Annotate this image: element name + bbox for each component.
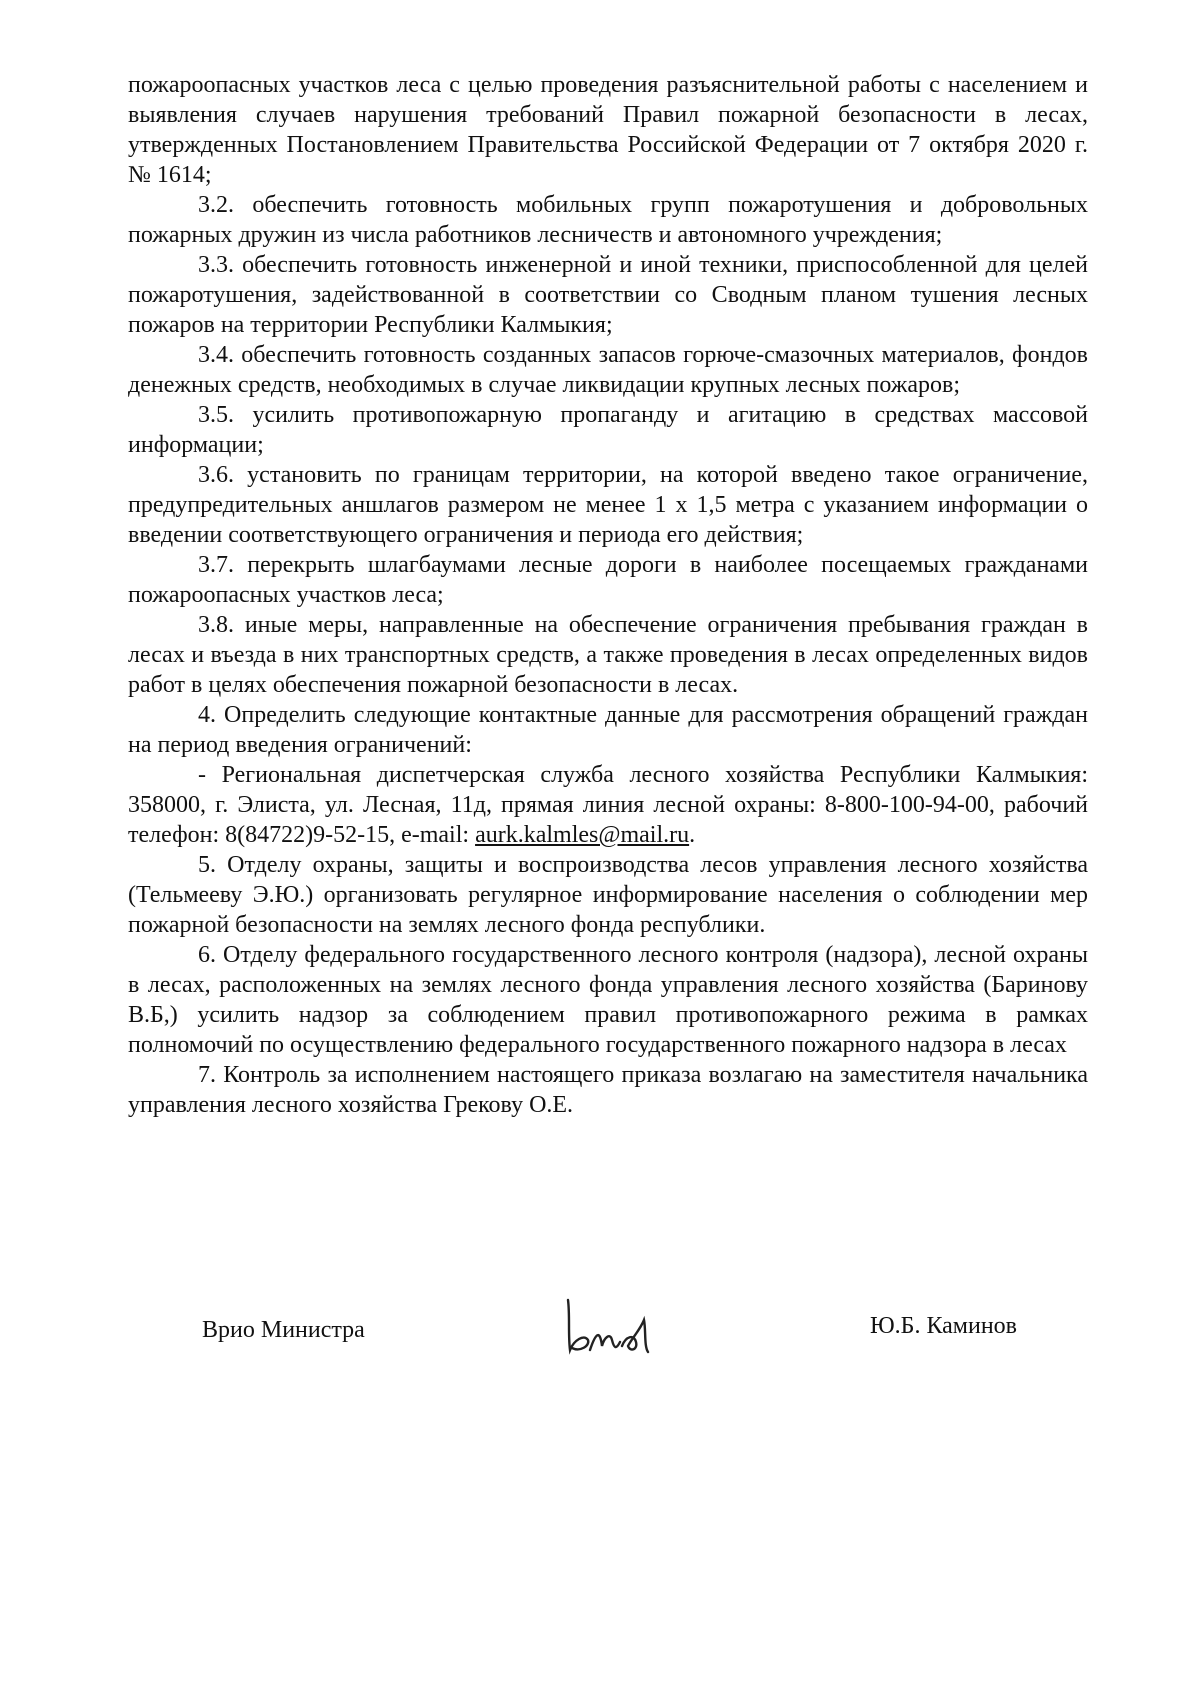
paragraph-item-3-4: 3.4. обеспечить готовность созданных запасов горюче-смазочных материалов, фондов денежных средств, необходимых в случае ликвидации крупных лесных пожаров; (128, 342, 1088, 398)
paragraph-item-3-3: 3.3. обеспечить готовность инженерной и иной техники, приспособленной для целей пожаротушения, задействованной в соответствии со Сводным планом тушения лесных пожаров на территории Республики Калмыкия; (128, 252, 1088, 338)
signatory-name: Ю.Б. Каминов (870, 1313, 1017, 1339)
paragraph-continuation: пожароопасных участков леса с целью проведения разъяснительной работы с населением и выявления случаев нарушения требований Правил пожарной безопасности в лесах, утвержденных Постановлением Правительства Российской Федерации от 7 октября 2020 г. № 1614; (128, 72, 1088, 188)
paragraph-item-3-5: 3.5. усилить противопожарную пропаганду и агитацию в средствах массовой информации; (128, 402, 1088, 458)
signatory-role: Врио Министра (202, 1317, 365, 1343)
paragraph-item-3-7: 3.7. перекрыть шлагбаумами лесные дороги в наиболее посещаемых гражданами пожароопасных участков леса; (128, 552, 1088, 608)
document-body (128, 70, 1088, 1120)
paragraph-item-4: 4. Определить следующие контактные данные для рассмотрения обращений граждан на период введения ограничений: (128, 702, 1088, 758)
email-link[interactable]: aurk.kalmles@mail.ru (475, 822, 690, 848)
contact-tail: . (689, 822, 696, 848)
paragraph-contact-info (128, 760, 1088, 850)
paragraph-item-6: 6. Отделу федерального государственного лесного контроля (надзора), лесной охраны в лесах, расположенных на землях лесного фонда управления лесного хозяйства (Баринову В.Б,) усилить надзор за соблюдением правил противопожарного режима в рамках полномочий по осуществлению федерального государственного пожарного надзора в лесах (128, 942, 1088, 1058)
paragraph-item-5: 5. Отделу охраны, защиты и воспроизводства лесов управления лесного хозяйства (Тельмееву Э.Ю.) организовать регулярное информирование населения о соблюдении мер пожарной безопасности на землях лесного фонда республики. (128, 852, 1088, 938)
handwritten-signature (560, 1290, 670, 1360)
signature-block (0, 1290, 1200, 1370)
paragraph-item-7: 7. Контроль за исполнением настоящего приказа возлагаю на заместителя начальника управления лесного хозяйства Грекову О.Е. (128, 1062, 1088, 1118)
contact-text: - Региональная диспетчерская служба лесного хозяйства Республики Калмыкия: 358000, г. Элиста, ул. Лесная, 11д, прямая линия лесной охраны: 8-800-100-94-00, рабочий телефон: 8(84722)9-52-15, e-mail: (128, 762, 1088, 848)
paragraph-item-3-6: 3.6. установить по границам территории, на которой введено такое ограничение, предупредительных аншлагов размером не менее 1 x 1,5 метра с указанием информации о введении соответствующего ограничения и периода его действия; (128, 462, 1088, 548)
paragraph-item-3-2: 3.2. обеспечить готовность мобильных групп пожаротушения и добровольных пожарных дружин из числа работников лесничеств и автономного учреждения; (128, 192, 1088, 248)
paragraph-item-3-8: 3.8. иные меры, направленные на обеспечение ограничения пребывания граждан в лесах и въезда в них транспортных средств, а также проведения в лесах определенных видов работ в целях обеспечения пожарной безопасности в лесах. (128, 612, 1088, 698)
